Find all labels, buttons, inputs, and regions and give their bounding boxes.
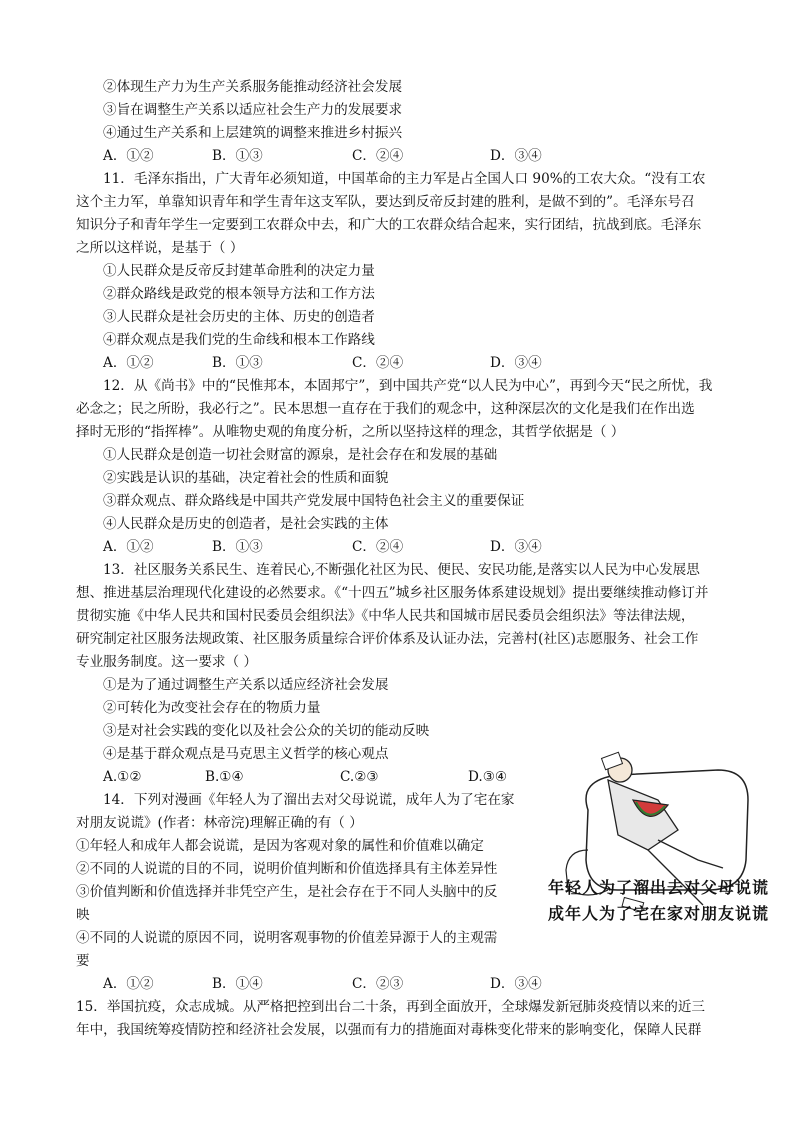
q14-option-3: ③价值判断和价值选择并非凭空产生，是社会存在于不同人头脑中的反 xyxy=(76,884,498,900)
person-leg-2 xyxy=(658,840,723,868)
q11-choice-c: C．②④ xyxy=(352,355,404,371)
q14-option-4: ④不同的人说谎的原因不同，说明客观事物的价值差异源于人的主观需 xyxy=(76,930,498,946)
q15-stem-1: 15．举国抗疫，众志成城。从严格把控到出台二十条，再到全面放开，全球爆发新冠肺炎疫情以来的近三 xyxy=(76,999,706,1015)
q10-choice-b: B．①③ xyxy=(212,148,263,164)
q13-stem-3: 贯彻实施《中华人民共和国村民委员会组织法》《中华人民共和国城市居民委员会组织法》等法律法规， xyxy=(76,608,695,624)
q13-stem-2: 想、推进基层治理现代化建设的必然要求。《“十四五”城乡社区服务体系建设规划》提出要继续推动修订并 xyxy=(76,585,709,601)
q13-option-1: ①是为了通过调整生产关系以适应经济社会发展 xyxy=(103,677,389,693)
cartoon-caption-1: 年轻人为了溜出去对父母说谎 xyxy=(548,878,770,897)
q14-stem-1: 14．下列对漫画《年轻人为了溜出去对父母说谎，成年人为了宅在家 xyxy=(103,792,515,808)
q10-choice-a: A．①② xyxy=(103,148,154,164)
q12-option-1: ①人民群众是创造一切社会财富的源泉，是社会存在和发展的基础 xyxy=(103,447,498,463)
q14-choice-d: D．③④ xyxy=(490,976,542,992)
q13-choice-a: A.①② xyxy=(103,769,142,785)
q10-option-2: ②体现生产力为生产关系服务能推动经济社会发展 xyxy=(103,79,403,95)
q11-choice-a: A．①② xyxy=(103,355,154,371)
q13-option-3: ③是对社会实践的变化以及社会公众的关切的能动反映 xyxy=(103,723,430,739)
q12-choice-a: A．①② xyxy=(103,539,154,555)
q13-option-4: ④是基于群众观点是马克思主义哲学的核心观点 xyxy=(103,746,389,762)
q10-choice-c: C．②④ xyxy=(352,148,404,164)
cartoon-caption-2: 成年人为了宅在家对朋友说谎 xyxy=(548,904,770,923)
q12-stem-2: 必念之；民之所盼，我必行之”。民本思想一直存在于我们的观念中，这种深层次的文化是我们在作出选 xyxy=(76,401,695,417)
q11-stem-4: 之所以这样说，是基于（ ） xyxy=(76,240,244,256)
q12-stem-3: 择时无形的“指挥棒”。从唯物史观的角度分析，之所以坚持这样的理念，其哲学依据是（ ） xyxy=(76,424,625,440)
q10-option-4: ④通过生产关系和上层建筑的调整来推进乡村振兴 xyxy=(103,125,403,141)
q14-option-4-cont: 要 xyxy=(76,953,90,969)
q11-option-3: ③人民群众是社会历史的主体、历史的创造者 xyxy=(103,309,375,325)
q13-stem-4: 研究制定社区服务法规政策、社区服务质量综合评价体系及认证办法，完善村(社区)志愿服务、社会工作 xyxy=(76,631,699,647)
q13-stem-1: 13．社区服务关系民生、连着民心,不断强化社区为民、便民、安民功能,是落实以人民为中心发展思 xyxy=(103,562,700,578)
q13-option-2: ②可转化为改变社会存在的物质力量 xyxy=(103,700,321,716)
q11-choice-d: D．③④ xyxy=(490,355,542,371)
q14-choice-b: B．①④ xyxy=(212,976,263,992)
q14-option-1: ①年轻人和成年人都会说谎，是因为客观对象的属性和价值难以确定 xyxy=(76,838,484,854)
q11-stem-3: 知识分子和青年学生一定要到工农群众中去，和广大的工农群众结合起来，实行团结，抗战到底。毛泽东 xyxy=(76,217,702,233)
q12-choice-d: D．③④ xyxy=(490,539,542,555)
q11-option-1: ①人民群众是反帝反封建革命胜利的决定力量 xyxy=(103,263,375,279)
q11-option-2: ②群众路线是政党的根本领导方法和工作方法 xyxy=(103,286,375,302)
q12-option-4: ④人民群众是历史的创造者，是社会实践的主体 xyxy=(103,516,389,532)
q11-option-4: ④群众观点是我们党的生命线和根本工作路线 xyxy=(103,332,375,348)
q14-stem-2: 对朋友说谎》(作者：林帝浣)理解正确的有（ ） xyxy=(76,815,363,831)
q13-stem-5: 专业服务制度。这一要求（ ） xyxy=(76,654,258,670)
q15-stem-2: 年中，我国统筹疫情防控和经济社会发展，以强而有力的措施面对毒株变化带来的影响变化，保障人民群 xyxy=(76,1022,702,1038)
q12-stem-1: 12．从《尚书》中的“民惟邦本，本固邦宁”，到中国共产党“以人民为中心”，再到今天“民之所忧，我 xyxy=(103,378,713,394)
q13-choice-c: C.②③ xyxy=(340,769,379,785)
q12-choice-c: C．②④ xyxy=(352,539,404,555)
q12-option-3: ③群众观点、群众路线是中国共产党发展中国特色社会主义的重要保证 xyxy=(103,493,525,509)
q11-stem-2: 这个主力军，单靠知识青年和学生青年这支军队，要达到反帝反封建的胜利，是做不到的”。毛泽东号召 xyxy=(76,194,695,210)
q13-choice-b: B.①④ xyxy=(205,769,244,785)
q14-choice-a: A．①② xyxy=(103,976,154,992)
q14-option-3-cont: 映 xyxy=(76,907,90,923)
q11-choice-b: B．①③ xyxy=(212,355,263,371)
q11-stem-1: 11．毛泽东指出，广大青年必须知道，中国革命的主力军是占全国人口 90%的工农大众。“没有工农 xyxy=(103,171,706,187)
person-body xyxy=(608,780,678,850)
q10-option-3: ③旨在调整生产关系以适应社会生产力的发展要求 xyxy=(103,102,403,118)
q12-option-2: ②实践是认识的基础，决定着社会的性质和面貌 xyxy=(103,470,389,486)
q14-choice-c: C．②③ xyxy=(352,976,404,992)
q12-choice-b: B．①③ xyxy=(212,539,263,555)
q10-choice-d: D．③④ xyxy=(490,148,542,164)
q14-option-2: ②不同的人说谎的目的不同，说明价值判断和价值选择具有主体差异性 xyxy=(76,861,498,877)
q13-choice-d: D.③④ xyxy=(468,769,508,785)
